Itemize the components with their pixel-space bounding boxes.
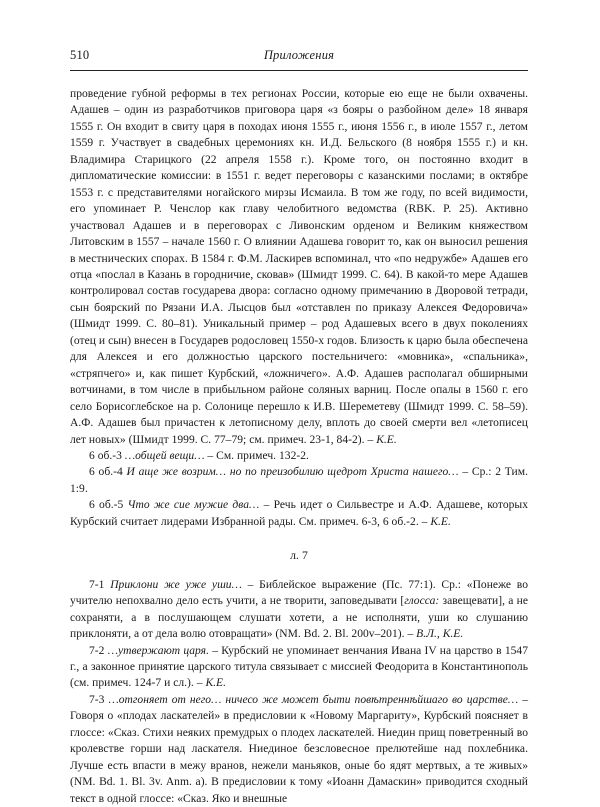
italic-run: …утвержают царя.	[107, 644, 213, 657]
note-7-3	[70, 692, 528, 807]
italic-run: К.Е.	[376, 433, 397, 446]
roman-run: проведение губной реформы в тех регионах России, которые ею еще не были охвачены. Адашев – один из разработчиков приговора царя «з бояры о разбойном деле» 18 января 1555 г. Он входит в свиту царя в походах июня 1555 г., июня 1556 г., в июле 1557 г., летом 1559 г. Участвует в свадебных церемониях кн. И.Д. Бельского (8 ноября 1555 г.) и кн. Владимира Старицкого (22 апреля 1558 г.). Кроме того, он постоянно входит в дипломатические комиссии: в 1551 г. ведет переговоры с казанскими послами; в октябре 1553 г. с представителями ногайского мирзы Исмаила. В том же году, по всей видимости, его упоминает Р. Ченслор как главу челобитного ведомства (RBK. P. 25). Активно участвовал Адашев и в переговорах с Ливонским орденом и Великим княжеством Литовским в 1557 – начале 1560 г. О влиянии Адашева говорит то, как он выносил решения в местнических спорах. В 1584 г. Ф.М. Ласкирев вспоминал, что «по недружбе» Адашев его отца «послал в Казань в городничие, сковав» (Шмидт 1999. С. 64). В какой-то мере Адашев контролировал состав государева двора: согласно одному примечанию в Дворовой тетради, сын боярский по Рязани И.А. Лысцов был «отставлен по приказу Алексея Федоровича» (Шмидт 1999. С. 80–81). Уникальный пример – род Адашевых всего в двух поколениях (отец и сын) внесен в Государев родословец 1550-х годов. Близость к царю была обеспечена для Алексея и его должностью царского постельничего: «мовника», «спальника», «стряпчего» и, как пишет Курбский, «ложничего». А.Ф. Адашев располагал обширными вотчинами, в том числе в прибыльном районе соляных варниц. После опалы в 1560 г. его село Борисоглебское на р. Солонице перешло к И.В. Шереметеву (Шмидт 1999. С. 58–59). А.Ф. Адашев был причастен к летописному делу, вплоть до своей смерти вел «летописец лет новых» (Шмидт 1999. С. 77–79; см. примеч. 23-1, 84-2). –	[70, 88, 528, 446]
italic-run: В.Л., К.Е.	[416, 628, 464, 641]
paragraph-adashev	[70, 86, 528, 448]
header-rule	[70, 70, 528, 71]
roman-run: – Библейское выражение (Пс. 77:1). Ср.: «Понеже во учителю непохвално дело есть учити, а не творити, заповедывати [	[70, 578, 528, 608]
roman-run: 6 об.-3	[89, 449, 125, 462]
roman-run: – См. примеч. 132-2.	[207, 449, 309, 462]
note-7-2	[70, 643, 528, 692]
italic-run: И аще же возрим… но по преизобилию щедрот Христа нашего…	[126, 466, 463, 479]
roman-run: завещевати], а не сохраняти, а в послушающем слушати хотети, а не исполняти, уши ко слушанию приклоняти, а от дела волю отовращати» (NM. Bd. 2. Bl. 200v–201). –	[70, 595, 528, 641]
note-6ob-4	[70, 464, 528, 497]
italic-run: …отгоняет от него… ничесо же может быти повѣтреннѣйшаго во царстве…	[108, 693, 523, 706]
italic-run: глосса:	[404, 595, 443, 608]
note-7-1	[70, 577, 528, 643]
roman-run: – Говоря о «плодах ласкателей» в предисловии к «Новому Маргариту», Курбский поясняет в глоссе: «Сказ. Стихи неяких премудрых о плодех ласкателей. Ниедин прищ поветренный во кролевстве горши над ласкателя. Ниединое безсловесное прелютейше над похлебника. Лучше есть впасти в межу вранов, нежели маньяков, оные бо ядят мертвых, а те живых» (NM. Bd. 1. Bl. 3v. Anm. a). В предисловии к тому «Иоанн Дамаскин» приводится сходный текст в одной глоссе: «Сказ. Яко и внешные	[70, 693, 529, 805]
page-body	[70, 86, 528, 807]
italic-run: К.Е.	[205, 677, 227, 690]
italic-run: К.Е.	[430, 515, 451, 528]
roman-run: 6 об.-5	[89, 499, 128, 512]
roman-run: – Речь идет о Сильвестре и А.Ф. Адашеве, которых Курбский считает лидерами Избранной рады. См. примеч. 6-3, 6 об.-2. –	[70, 499, 528, 528]
roman-run: 7-3	[89, 693, 109, 706]
roman-run: – Курбский не упоминает венчания Ивана IV на царство в 1547 г., а законное принятие царского титула связывает с миссией Феодорита в Константинополь (см. примеч. 124-7 и сл.). –	[70, 644, 528, 690]
note-6ob-5	[70, 497, 528, 530]
note-6ob-3	[70, 448, 528, 464]
italic-run: Что же сие мужие два…	[127, 499, 264, 512]
roman-run: – Ср.: 2 Тим. 1:9.	[70, 466, 528, 495]
roman-run: 7-2	[89, 644, 108, 657]
sheet-heading: л. 7	[290, 548, 308, 563]
folio-number: 510	[70, 48, 90, 62]
running-title: Приложения	[263, 48, 335, 62]
italic-run: …общей вещи…	[124, 449, 208, 462]
page-content	[70, 46, 528, 807]
roman-run: 6 об.-4	[89, 466, 127, 479]
running-head	[70, 46, 528, 72]
roman-run: 7-1	[89, 578, 111, 591]
italic-run: Приклони же уже уши…	[110, 578, 248, 591]
